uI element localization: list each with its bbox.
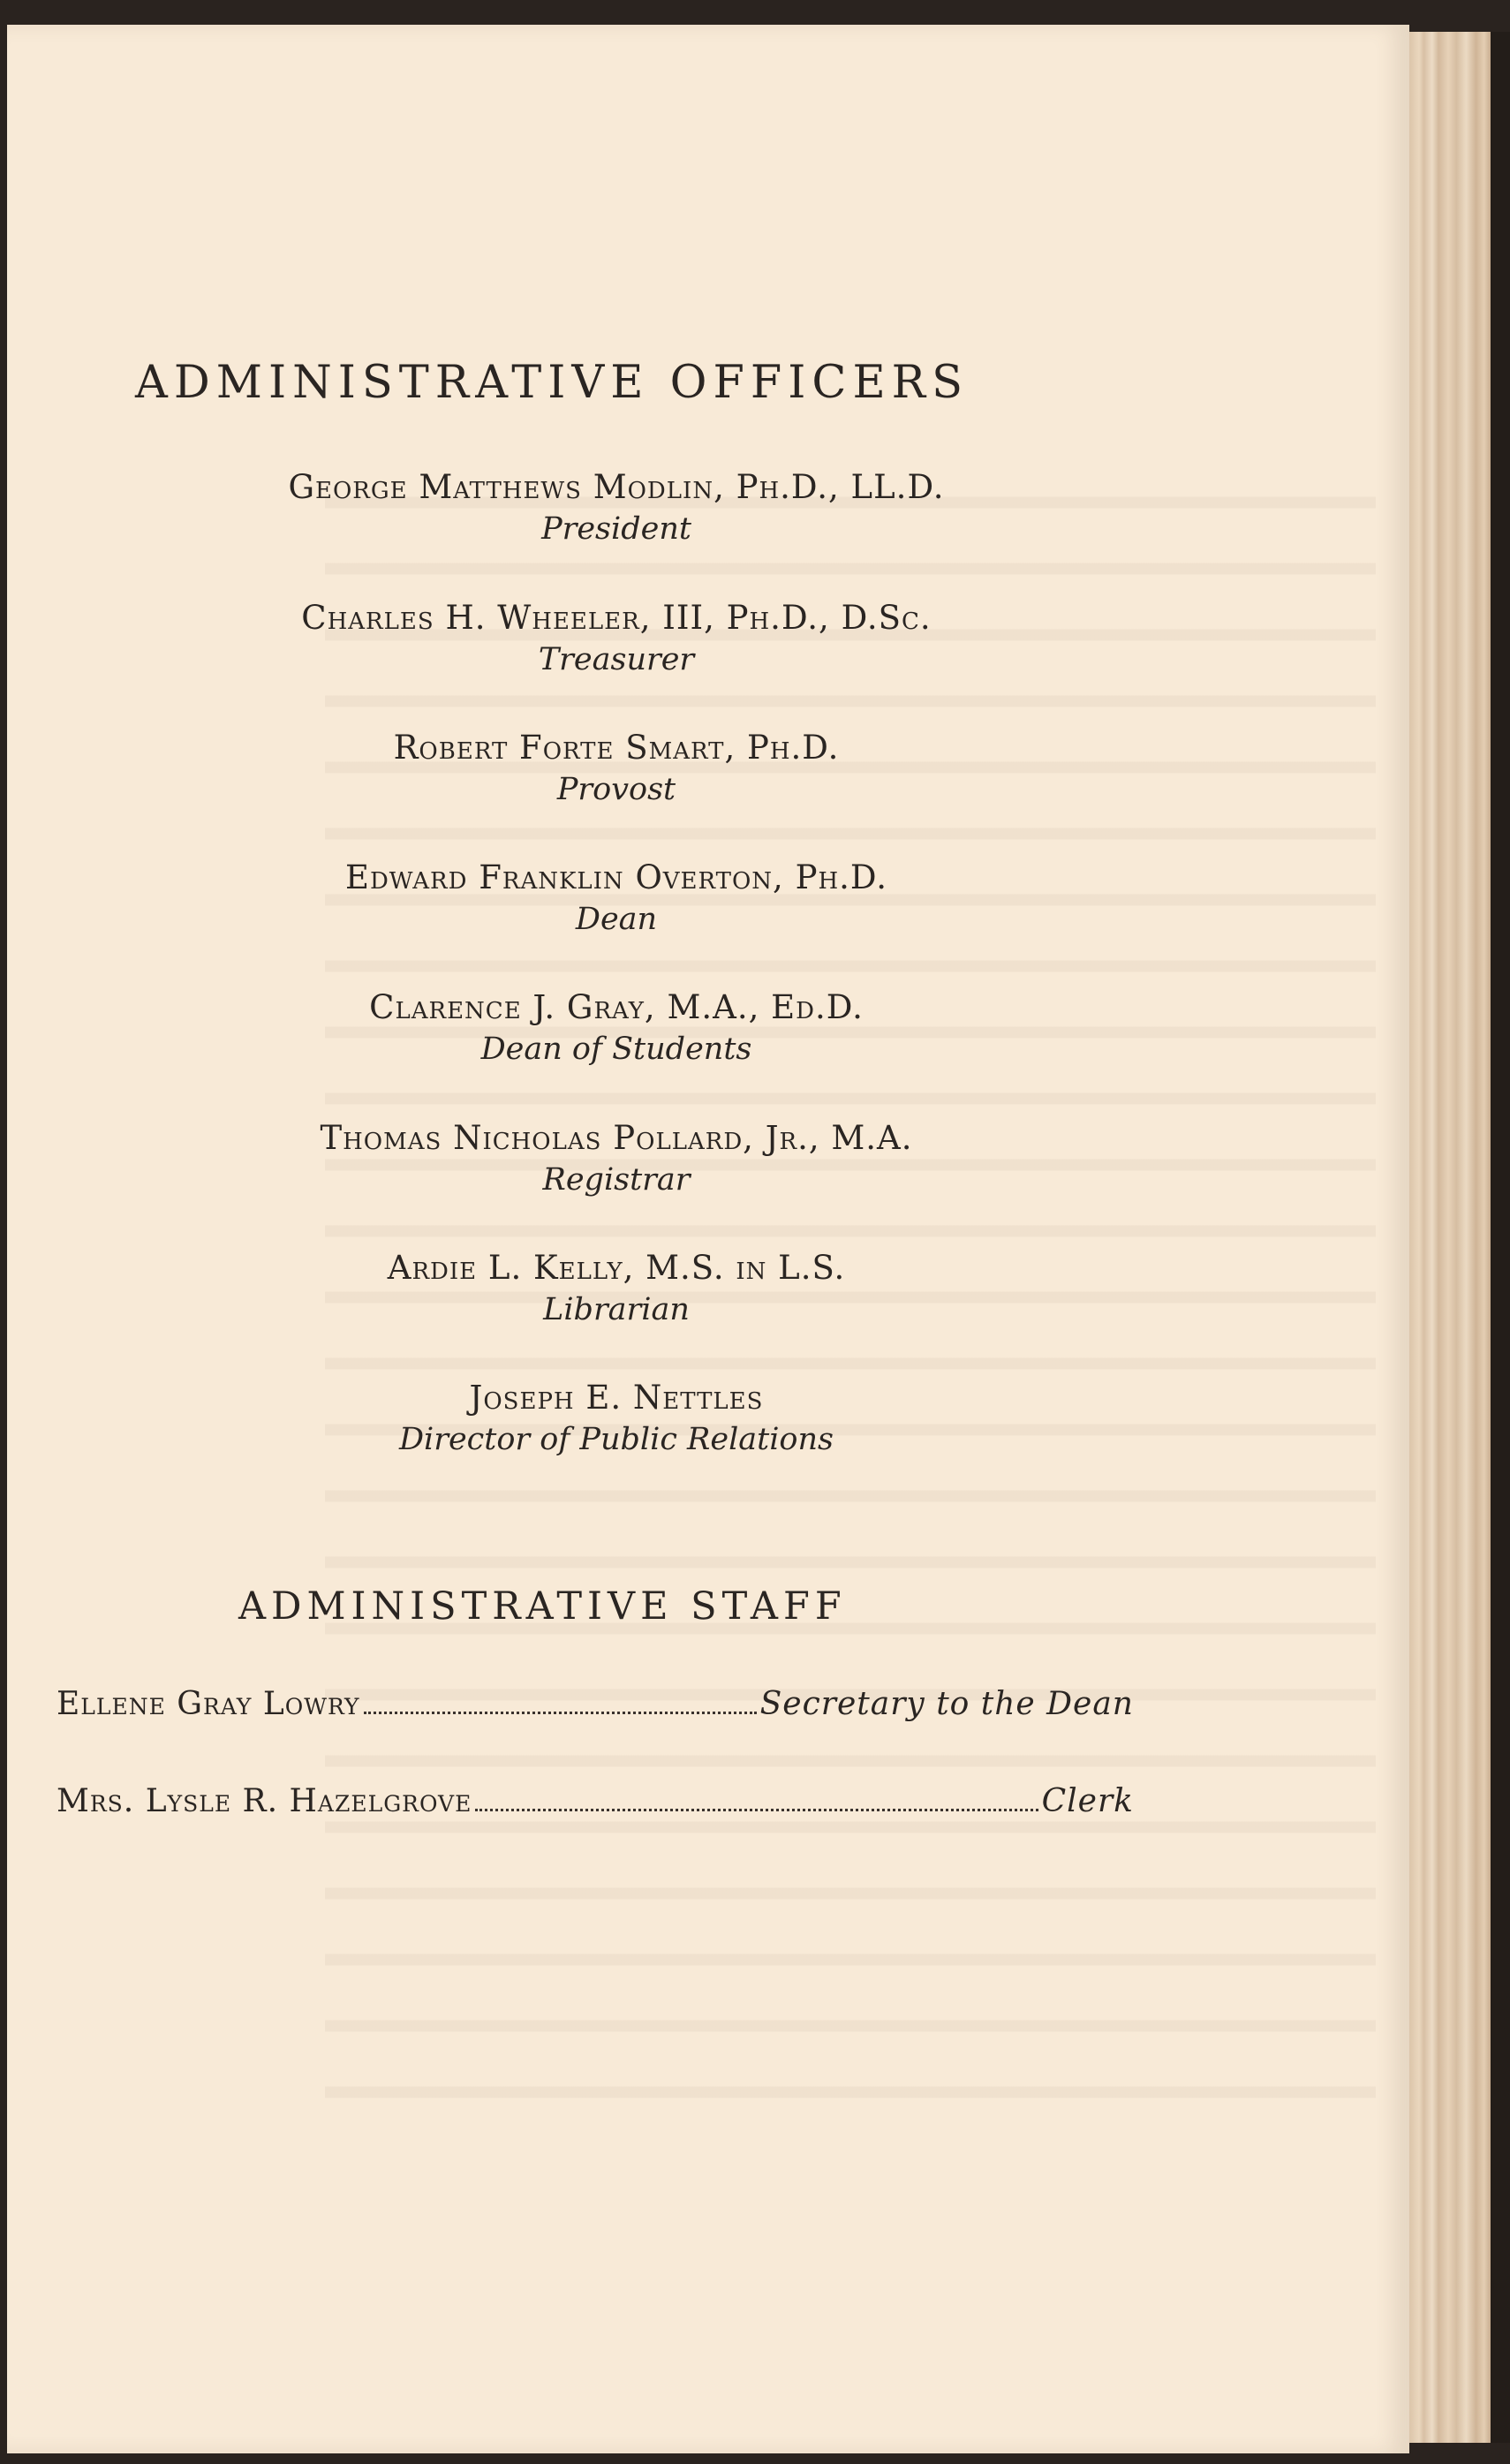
officer-title: Provost	[556, 772, 676, 807]
officer-title: Registrar	[542, 1162, 691, 1198]
administrative-staff-heading: ADMINISTRATIVE STAFF	[238, 1584, 847, 1629]
book-page	[7, 25, 1409, 2453]
officer-name: Ardie L. Kelly, M.S. in L.S.	[387, 1249, 846, 1287]
officer-title: President	[541, 511, 691, 547]
staff-role: Secretary to the Dean	[759, 1686, 1134, 1722]
dot-leader	[475, 1809, 1038, 1811]
officer-name: Thomas Nicholas Pollard, Jr., M.A.	[320, 1119, 913, 1157]
officer-entry	[42, 1247, 1190, 1330]
officer-entry	[42, 1377, 1190, 1460]
officer-entry	[42, 727, 1190, 810]
page-content	[7, 25, 1409, 2453]
book-edge-shadow	[1491, 32, 1510, 2443]
dot-leader	[364, 1712, 757, 1714]
officer-title: Treasurer	[538, 642, 695, 677]
officer-entry	[42, 597, 1190, 680]
officer-name: Joseph E. Nettles	[469, 1379, 764, 1417]
staff-name: Ellene Gray Lowry	[57, 1686, 360, 1722]
staff-name: Mrs. Lysle R. Hazelgrove	[57, 1783, 472, 1819]
staff-role: Clerk	[1041, 1783, 1134, 1819]
officer-title: Librarian	[543, 1292, 690, 1327]
officer-name: Charles H. Wheeler, III, Ph.D., D.Sc.	[301, 599, 932, 637]
officer-name: Robert Forte Smart, Ph.D.	[393, 729, 840, 767]
officer-title: Director of Public Relations	[398, 1422, 834, 1457]
book-fore-edge	[1409, 32, 1491, 2443]
officer-name: George Matthews Modlin, Ph.D., LL.D.	[288, 468, 945, 506]
officer-entry	[42, 466, 1190, 549]
administrative-officers-heading: ADMINISTRATIVE OFFICERS	[135, 357, 970, 409]
officer-entry	[42, 986, 1190, 1069]
officer-entry	[42, 1117, 1190, 1200]
officer-name: Clarence J. Gray, M.A., Ed.D.	[369, 988, 864, 1026]
officer-name: Edward Franklin Overton, Ph.D.	[344, 858, 888, 896]
staff-row	[57, 1780, 1134, 1823]
officer-title: Dean	[575, 902, 658, 937]
officer-entry	[42, 857, 1190, 940]
staff-row	[57, 1683, 1134, 1726]
officer-title: Dean of Students	[480, 1032, 752, 1067]
